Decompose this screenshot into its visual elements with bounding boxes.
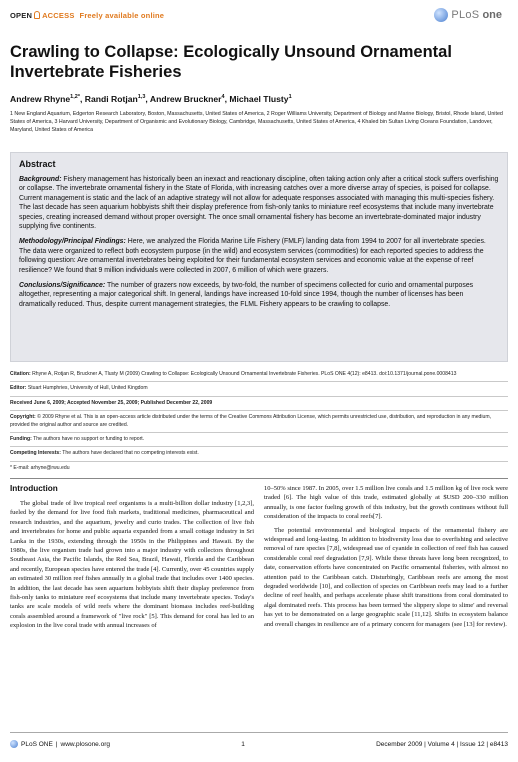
body-text: [10, 499, 254, 631]
plos-logo-text: PLoS: [451, 9, 480, 21]
freely-available-text: Freely available online: [79, 11, 165, 20]
paragraph: The potential environmental and biological impacts of the ornamental fishery are widespread and long-lasting. In addition to biodiversity loss due to overfishing and selective removal of rare species [7,8], widespread use of cyanide in collection of reef fish has caused considerable coral reef degradation [7,9]. While these threats have long been recognized, to date, conservation efforts have concentrated on Pacific ornamental fisheries, with almost no attention paid to the Caribbean catch. Disturbingly, Caribbean reefs are among the most degraded worldwide [10], and collection of species on Caribbean reefs may lead to a further decline of reef health, and perhaps accelerate phase shift transitions from coral dominated to algal dominated reefs. This process has been termed 'the slippery slope to slime' and reversal has yet to be demonstrated on a large geographic scale [11,12]. Shifts in ecosystem balance and overall changes in resilience are of a primary concern for managers (see [13] for review).: [264, 526, 508, 628]
meta-label: Editor:: [10, 385, 27, 392]
meta-label: Copyright:: [10, 414, 36, 421]
copyright: [10, 411, 508, 433]
abstract-section-label: Conclusions/Significance:: [19, 282, 106, 290]
abstract-section-text: Fishery management has historically been an inexact and reactionary discipline, often taking action only after a critical stock suffers overfishing or collapse. The invertebrate ornamental fishery in the State of Florida, with increasing catches over a more diverse array of species, is poised for collapse. Current management is static and the lack of an adaptive strategy will not allow for adequate responses associated with managing this multi-species fishery. The last decade has seen aquarium hobbyists shift their display preference from fish-only tanks to miniature reef ecosystems that include many invertebrate species, creating increased demand without proper oversight. The once small ornamental fishery has become an invertebrate-dominated major industry supplying five continents.: [19, 176, 499, 231]
abstract-background: [19, 175, 499, 231]
oa-open-text: OPEN: [10, 11, 33, 20]
abstract-heading: Abstract: [19, 159, 56, 169]
meta-value: Stuart Humphries, University of Hull, United Kingdom: [26, 385, 148, 392]
author-name: Randi Rotjan: [84, 94, 138, 104]
open-lock-icon: [34, 11, 40, 19]
author-affil-sup: 4: [221, 94, 225, 101]
abstract-section-text: Here, we analyzed the Florida Marine Life Fishery (FMLF) landing data from 1994 to 2007 for all invertebrate species. The data were organized to reflect both ecosystem purpose (in the wild) and ecosystem services (commodities) for each reported species to address the following question: Are ornamental invertebrates being exploited for their fundamental ecosystem services and economic value at the expense of reef resilience? We found that 9 million individuals were collected in 2007, 6 million of which were grazers.: [19, 238, 486, 274]
abstract-methods: [19, 237, 499, 275]
footer-issue: December 2009 | Volume 4 | Issue 12 | e8413: [376, 740, 508, 748]
plos-logo-one: one: [482, 9, 502, 21]
footer-journal: [10, 740, 110, 748]
meta-value: © 2009 Rhyne et al. This is an open-access article distributed under the terms of the Creative Commons Attribution License, which permits unrestricted use, distribution, and reproduction in any medium, provided the original author and source are credited.: [10, 414, 491, 428]
body-text: [264, 484, 508, 629]
meta-value: The authors have declared that no competing interests exist.: [60, 450, 199, 457]
meta-label: Funding:: [10, 436, 32, 443]
meta-value: Rhyne A, Rotjan R, Bruckner A, Tlusty M (2009) Crawling to Collapse: Ecologically Unsound Ornamental Invertebrate Fisheries. PLoS ONE 4(12): e8413. doi:10.1371/journal.pone.0008413: [30, 371, 457, 377]
author-affil-sup: 1,3: [137, 94, 146, 101]
footer-separator: |: [55, 740, 58, 748]
competing-interests: [10, 447, 508, 461]
author-affil-sup: 1: [288, 94, 292, 101]
plos-one-logo: [434, 8, 502, 22]
funding: [10, 433, 508, 447]
article-metadata: [10, 368, 508, 475]
author-affil-sup: 1,2*: [70, 94, 80, 101]
author-name: Andrew Rhyne: [10, 94, 71, 104]
section-divider: [10, 478, 508, 479]
meta-value: The authors have no support or funding to report.: [31, 436, 145, 443]
editor: [10, 382, 508, 396]
footer-journal-name: PLoS ONE: [21, 740, 53, 748]
right-column: [264, 484, 508, 633]
footer-rule: [10, 732, 508, 733]
paragraph: The global trade of live tropical reef organisms is a multi-billion dollar industry [1,2,3], fueled by the demand for live food fish markets, traditional medicines, pharmaceutical and research industries, and the aquarium, jewelry and curio trades. The collection of live fish and invertebrates for home and public aquaria expanded from a small cottage industry in Sri Lanka in the 1930s, extending through the 1950s in the Philippines and Hawaii. By the 1980s, the live organism trade had grown into a major industry with collectors throughout Southeast Asia, the Pacific Islands, the Red Sea, Brazil, Hawaii, Florida and the Caribbean and recently, European species have entered the trade [4]. Currently, over 45 countries supply an estimated 30 million reef fishes annually in a global trade that includes over 1400 species. In addition, the last decade has seen aquarium hobbyists shift their display preference from fish-only tanks to miniature reef ecosystems that include many invertebrate species. Today's tanks are scale models of wild reefs where the dominant biomass includes reef-building corals assembled around a framework of "live rock" [5]. This demand for coral has led to an explosion in the live coral trade with annual increases of: [10, 500, 254, 630]
citation: [10, 368, 508, 382]
author-list: Andrew Rhyne$^{1,2*}$, Randi Rotjan$^{1,3}$, Andrew Bruckner$^4$, Michael Tlusty$^1$: [10, 94, 292, 104]
abstract-box: [10, 152, 508, 362]
plos-globe-icon: [434, 8, 448, 22]
abstract-section-label: Methodology/Principal Findings:: [19, 238, 126, 246]
abstract-body: [19, 175, 499, 315]
oa-access-text: ACCESS: [42, 11, 75, 20]
meta-label: Competing Interests:: [10, 450, 61, 457]
affiliations: 1 New England Aquarium, Edgerton Research Laboratory, Boston, Massachusetts, United States of America, 2 Roger Williams University, Department of Biology and Marine Biology, Bristol, Rhode Island, United States of America, 3 Harvard University, Department of Organismic and Evolutionary Biology, Cambridge, Massachusetts, United States of America, 4 Khaled bin Sultan Living Oceans Foundation, Landover, Maryland, United States of America: [10, 111, 503, 134]
abstract-section-label: Background:: [19, 176, 62, 183]
article-title: Crawling to Collapse: Ecologically Unsound Ornamental Invertebrate Fisheries: [10, 43, 452, 81]
abstract-conclusions: [19, 281, 499, 309]
corresponding-email[interactable]: [10, 462, 508, 475]
open-access-badge: [10, 11, 164, 20]
plos-globe-icon: [10, 740, 18, 748]
page-footer: [10, 736, 508, 752]
abstract-section-text: The number of grazers now exceeds, by two-fold, the number of specimens collected for curio and ornamental purposes altogether, representing a major categorical shift. In general, landings have increased 10-fold since 1994, though the number of licenses has been dramatically reduced. Thus, despite current management strategies, the FLML Fishery appears to be crawling to collapse.: [19, 282, 474, 308]
journal-header: [10, 8, 508, 30]
paragraph: 10–50% since 1987. In 2005, over 1.5 million live corals and 1.5 million kg of live rock were traded [6]. The high value of this trade, estimated globally at $USD 200–330 million annually, is one factor fueling growth of this industry, but the growth continues without full consideration of the impacts to coral reefs[7].: [264, 485, 508, 521]
left-column: [10, 484, 254, 635]
intro-heading: Introduction: [10, 484, 58, 493]
author-name: Andrew Bruckner: [149, 94, 222, 104]
email-link[interactable]: * E-mail: arhyne@rwu.edu: [10, 464, 70, 471]
meta-label: Citation:: [10, 371, 31, 377]
dates: [10, 397, 508, 411]
meta-value: Received June 6, 2009; Accepted November 25, 2009; Published December 22, 2009: [10, 399, 213, 406]
footer-url[interactable]: www.plosone.org: [60, 740, 110, 748]
author-name: Michael Tlusty: [229, 94, 289, 104]
page-number: 1: [241, 740, 245, 748]
